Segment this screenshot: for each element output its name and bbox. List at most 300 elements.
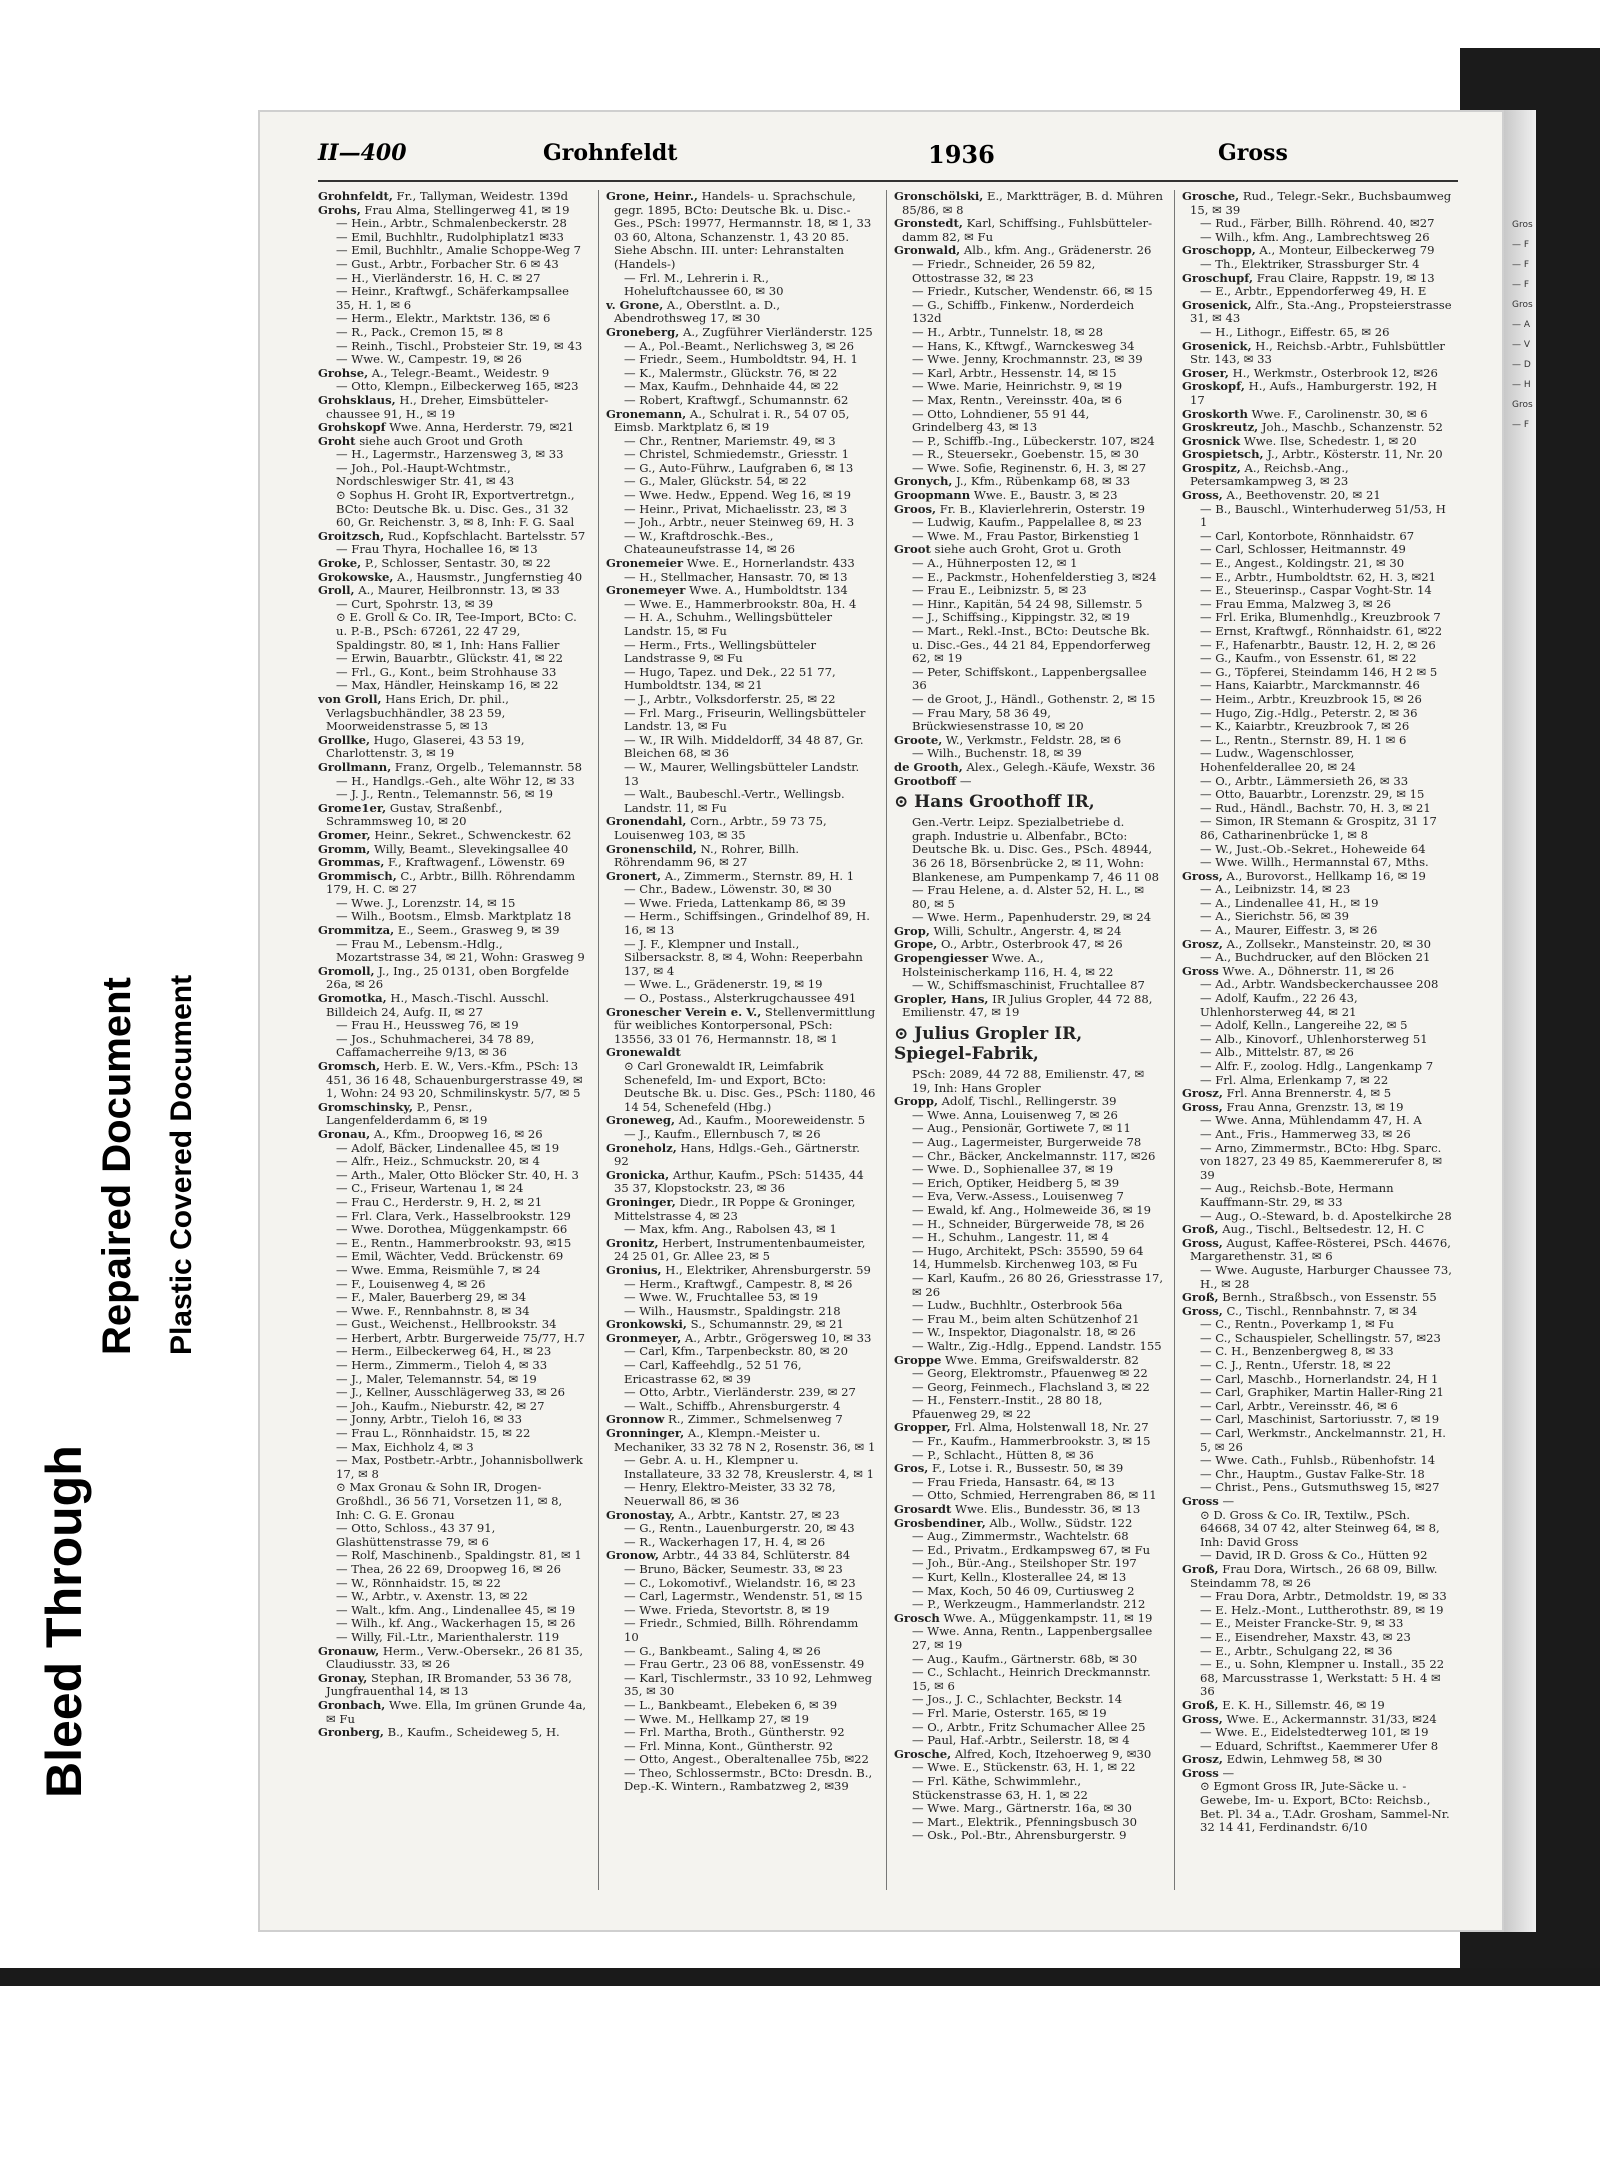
entry-surname: Gronescher Verein e. V., — [606, 1004, 762, 1019]
entry-details: — Reinh., Tischl., Probsteier Str. 19, ✉ 43 — [336, 338, 583, 353]
directory-entry — [1182, 1046, 1452, 1060]
directory-entry — [1182, 435, 1452, 449]
entry-details: Willi, Schultr., Angerstr. 4, ✉ 24 — [929, 923, 1122, 938]
entry-details: A., Zimmerm., Sternstr. 89, H. 1 — [661, 868, 855, 883]
directory-entry — [1182, 679, 1452, 693]
directory-entry — [318, 1413, 588, 1427]
entry-surname: Groß, — [1182, 1697, 1219, 1712]
entry-details: — A., Lindenallee 41, H., ✉ 19 — [1200, 895, 1379, 910]
entry-details: Franz, Orgelb., Telemannstr. 58 — [391, 759, 582, 774]
directory-entry — [1182, 693, 1452, 707]
entry-surname: Gross, — [1182, 488, 1223, 503]
entry-details: — R., Wackerhagen 17, H. 4, ✉ 26 — [624, 1534, 826, 1549]
entry-details: Ad., Kaufm., Mooreweidenstr. 5 — [675, 1113, 866, 1128]
entry-details: — H., Lithogr., Eiffestr. 65, ✉ 26 — [1200, 324, 1390, 339]
directory-entry — [894, 394, 1164, 408]
directory-entry — [318, 1019, 588, 1033]
entry-details: A., Arbtr., Grögersweg 10, ✉ 33 — [681, 1330, 872, 1345]
entry-details: — L., Bankbeamt., Elebeken 6, ✉ 39 — [624, 1697, 838, 1712]
entry-details: — — [1218, 1765, 1235, 1780]
directory-entry — [894, 761, 1164, 775]
entry-details: A., Telegr.-Beamt., Weidestr. 9 — [368, 365, 550, 380]
directory-entry — [1182, 625, 1452, 639]
directory-entry — [1182, 1780, 1452, 1834]
directory-entry — [894, 911, 1164, 925]
entry-surname: Grop, — [894, 923, 930, 938]
entry-details: Frau Claire, Rappstr. 19, ✉ 13 — [1253, 270, 1435, 285]
entry-details: — Wwe. W., Fruchtallee 53, ✉ 19 — [624, 1290, 818, 1305]
entry-surname: Grospitz, — [1182, 460, 1241, 475]
directory-entry — [318, 1250, 588, 1264]
entry-details: — Robert, Kraftwgf., Schumannstr. 62 — [624, 392, 849, 407]
directory-entry — [1182, 1454, 1452, 1468]
entry-details: Adolf, Tischl., Rellingerstr. 39 — [938, 1094, 1117, 1109]
entry-details: — Carl, Werkmstr., Anckelmannstr. 21, H. 5, ✉ 26 — [1200, 1426, 1446, 1454]
entry-details: — J., Schiffsing., Kippingstr. 32, ✉ 19 — [912, 610, 1130, 625]
entry-details: — Rud., Färber, Billh. Röhrend. 40, ✉27 — [1200, 216, 1435, 231]
directory-entry — [318, 367, 588, 381]
entry-surname: Gronenschild, — [606, 841, 697, 856]
entry-details: — W., Just.-Ob.-Sekret., Hoheweide 64 — [1200, 841, 1426, 856]
fragment-line: Gros — [1512, 300, 1533, 310]
entry-surname: Gronius, — [606, 1262, 662, 1277]
directory-entry — [894, 1571, 1164, 1585]
entry-details: — Adolf, Kelln., Langereihe 22, ✉ 5 — [1200, 1018, 1408, 1033]
entry-surname: de Grooth, — [894, 759, 963, 774]
directory-entry — [606, 1291, 876, 1305]
directory-entry — [318, 938, 588, 965]
entry-details: Wwe. A., Döhnerstr. 11, ✉ 26 — [1218, 963, 1395, 978]
entry-details: — Alfr. F., zoolog. Hdlg., Langenkamp 7 — [1200, 1059, 1434, 1073]
directory-entry — [894, 1367, 1164, 1381]
entry-details: Wwe. A., Müggenkampstr. 11, ✉ 19 — [939, 1610, 1153, 1625]
directory-page — [258, 110, 1504, 1932]
entry-details: — Willy, Fil.-Ltr., Marienthalerstr. 119 — [336, 1629, 560, 1644]
entry-details: — Hugo, Tapez. und Dek., 22 51 77, Humboldtstr. 134, ✉ 21 — [624, 664, 836, 693]
entry-details: R., Zimmer., Schmelsenweg 7 — [664, 1412, 843, 1427]
entry-details: A., Arbtr., Kantstr. 27, ✉ 23 — [674, 1507, 840, 1522]
directory-entry — [318, 1672, 588, 1699]
entry-details: — Otto, Schmied, Herrengraben 86, ✉ 11 — [912, 1488, 1157, 1503]
entry-details: — Karl, Tischlermstr., 33 10 92, Lehmweg 35, ✉ 30 — [624, 1670, 873, 1699]
entry-details: — Chr., Rentner, Mariemstr. 49, ✉ 3 — [624, 433, 836, 448]
directory-entry — [318, 1305, 588, 1319]
entry-details: — Wwe. Dorothea, Müggenkampstr. 66 — [336, 1222, 568, 1237]
directory-entry — [894, 1163, 1164, 1177]
entry-details: Hugo, Glaserei, 43 53 19, Charlottenstr. 3, ✉ 19 — [326, 732, 525, 761]
running-head-last-entry: Gross — [1218, 140, 1288, 166]
directory-entry — [318, 340, 588, 354]
directory-entry — [318, 1155, 588, 1169]
entry-details: Herb. E. W., Vers.-Kfm., PSch: 13 451, 36 16 48, Schauenburgerstrasse 49, ✉ 1, Wohn: 24 93 20, Schmilinskystr. 5/7, ✉ 5 — [326, 1059, 583, 1101]
directory-columns — [318, 190, 1468, 1890]
entry-details: — Wwe. Frieda, Stevortstr. 8, ✉ 19 — [624, 1602, 830, 1617]
entry-details: — B., Bauschl., Winterhuderweg 51/53, H 1 — [1200, 501, 1446, 530]
directory-entry — [318, 1169, 588, 1183]
directory-entry — [318, 1386, 588, 1400]
directory-entry — [318, 1604, 588, 1618]
scan-top-margin — [0, 0, 1600, 48]
directory-entry — [606, 639, 876, 666]
directory-entry — [1182, 611, 1452, 625]
entry-details: — Wwe. Anna, Louisenweg 7, ✉ 26 — [912, 1107, 1118, 1122]
entry-details: Wwe. Ilse, Schedestr. 1, ✉ 20 — [1240, 433, 1417, 448]
directory-entry — [318, 244, 588, 258]
entry-details: — Erich, Optiker, Heidberg 5, ✉ 39 — [912, 1175, 1120, 1190]
entry-surname: Gronmeyer, — [606, 1330, 682, 1345]
entry-details: — C. J., Rentn., Uferstr. 18, ✉ 22 — [1200, 1358, 1392, 1373]
entry-surname: Gros, — [894, 1461, 929, 1476]
entry-details: — Kurt, Kelln., Klosterallee 24, ✉ 13 — [912, 1570, 1127, 1584]
directory-entry — [318, 1060, 588, 1101]
entry-details: S., Schumannstr. 29, ✉ 21 — [686, 1317, 844, 1332]
directory-entry — [894, 462, 1164, 476]
directory-entry — [894, 625, 1164, 666]
entry-details: C., Tischl., Rennbahnstr. 7, ✉ 34 — [1222, 1303, 1418, 1318]
directory-entry — [1182, 639, 1452, 653]
entry-details: — Th., Elektriker, Strassburger Str. 4 — [1200, 256, 1420, 271]
entry-details: — Herm., Zimmerm., Tieloh 4, ✉ 33 — [336, 1358, 548, 1373]
entry-details: — Otto, Schloss., 43 37 91, Glashüttenstrasse 79, ✉ 6 — [336, 1521, 496, 1549]
entry-details: August, Kaffee-Rösterei, PSch. 44676, Margarethenstr. 31, ✉ 6 — [1190, 1235, 1451, 1264]
entry-details: J., Arbtr., Kösterstr. 11, Nr. 20 — [1263, 447, 1443, 462]
scan-bottom-band — [0, 1968, 1600, 1986]
directory-entry — [1182, 1345, 1452, 1359]
entry-details: — Friedr., Schmied, Billh. Röhrendamm 10 — [624, 1616, 859, 1644]
entry-details: — F., Maler, Bauerberg 29, ✉ 34 — [336, 1290, 527, 1305]
directory-entry — [1182, 1427, 1452, 1454]
directory-entry — [1182, 843, 1452, 857]
directory-entry — [318, 965, 588, 992]
directory-entry — [318, 679, 588, 693]
directory-entry — [606, 1400, 876, 1414]
entry-details: ⊙ D. Gross & Co. IR, Textilw., PSch. 64668, 34 07 42, alter Steinweg 64, ✉ 8, Inh: David Gross — [1200, 1507, 1440, 1549]
entry-details: Fr., Tallyman, Weidestr. 139d — [392, 190, 569, 203]
entry-details: — Carl, Kaffeehdlg., 52 51 76, Ericastrasse 62, ✉ 39 — [624, 1358, 802, 1386]
entry-details: — Ludw., Buchhltr., Osterbrook 56a — [912, 1298, 1123, 1313]
entry-details: B., Kaufm., Scheideweg 5, H. — [383, 1725, 560, 1740]
entry-surname: Groneweg, — [606, 1113, 676, 1128]
entry-details: — Friedr., Schneider, 26 59 82, Ottostrasse 32, ✉ 23 — [912, 256, 1096, 285]
directory-entry — [894, 598, 1164, 612]
directory-entry — [1182, 1359, 1452, 1373]
directory-entry — [1182, 217, 1452, 231]
fragment-line: — D — [1512, 360, 1531, 370]
entry-details: — O., Postass., Alsterkrugchaussee 491 — [624, 991, 857, 1006]
directory-entry — [1182, 489, 1452, 503]
page-year: 1936 — [928, 140, 995, 169]
directory-entry — [894, 489, 1164, 503]
directory-entry — [606, 190, 876, 272]
directory-entry — [606, 1114, 876, 1128]
directory-entry — [318, 421, 588, 435]
directory-entry — [894, 584, 1164, 598]
directory-entry — [1182, 1128, 1452, 1142]
entry-surname: Grosenick, — [1182, 297, 1252, 312]
directory-entry — [1182, 1699, 1452, 1713]
entry-details: — Aug., O.-Steward, b. d. Apostelkirche 28 — [1200, 1208, 1452, 1223]
entry-details: — Frau C., Herderstr. 9, H. 2, ✉ 21 — [336, 1194, 543, 1209]
directory-entry — [1182, 448, 1452, 462]
directory-entry — [606, 1481, 876, 1508]
entry-details: — Max, Rentn., Vereinsstr. 40a, ✉ 6 — [912, 392, 1122, 407]
entry-surname: Gross, — [1182, 1303, 1223, 1318]
directory-entry — [606, 1046, 876, 1060]
entry-surname: Gronnow — [606, 1412, 665, 1427]
entry-surname: Gropp, — [894, 1094, 938, 1109]
entry-surname: Gronauw, — [318, 1643, 380, 1658]
directory-entry — [606, 1427, 876, 1454]
entry-details: — G., Auto-Führw., Laufgraben 6, ✉ 13 — [624, 460, 854, 475]
directory-entry — [606, 1604, 876, 1618]
directory-entry — [894, 747, 1164, 761]
entry-details: — Wwe. Anna, Mühlendamm 47, H. A — [1200, 1113, 1422, 1128]
entry-details: Fr. B., Klavierlehrerin, Osterstr. 19 — [936, 501, 1145, 516]
directory-entry — [1182, 707, 1452, 721]
directory-entry — [894, 1122, 1164, 1136]
entry-details: — Frl. Martha, Broth., Güntherstr. 92 — [624, 1725, 845, 1740]
directory-entry — [894, 543, 1164, 557]
entry-details: — Frl. Minna, Kont., Güntherstr. 92 — [624, 1738, 833, 1753]
entry-details: Alfr., Sta.-Ang., Propsteierstrasse 31, ✉ 43 — [1190, 297, 1452, 326]
condition-labels — [0, 420, 250, 1798]
entry-surname: Gromm, — [318, 841, 371, 856]
entry-details: Wwe. Ella, Im grünen Grunde 4a, ✉ Fu — [326, 1697, 587, 1726]
entry-details: — Theo, Schlossermstr., BCto: Dresdn. B., Dep.-K. Wintern., Rambatzweg 2, ✉39 — [624, 1765, 873, 1794]
entry-details: Wwe. E., Hornerlandstr. 433 — [683, 556, 855, 571]
column-divider — [886, 190, 887, 1890]
directory-entry — [894, 1381, 1164, 1395]
directory-entry — [894, 1272, 1164, 1299]
directory-entry — [318, 1128, 588, 1142]
directory-entry — [318, 557, 588, 571]
entry-details: — Carl, Maschb., Hornerlandstr. 24, H 1 — [1200, 1371, 1439, 1386]
entry-details: — H. A., Schuhm., Wellingsbütteler Landstr. 15, ✉ Fu — [624, 610, 833, 638]
entry-details: Diedr., IR Poppe & Groninger, Mittelstrasse 4, ✉ 23 — [614, 1194, 856, 1223]
entry-surname: Grollmann, — [318, 759, 392, 774]
entry-details: — Wwe. Frieda, Lattenkamp 86, ✉ 39 — [624, 895, 846, 910]
entry-surname: Grohs, — [318, 202, 361, 217]
directory-entry — [318, 1223, 588, 1237]
directory-entry — [1182, 1114, 1452, 1128]
entry-details: — Frl. Alma, Erlenkamp 7, ✉ 22 — [1200, 1072, 1389, 1087]
entry-details: — Aug., Zimmermstr., Wachtelstr. 68 — [912, 1529, 1129, 1544]
directory-entry — [318, 1645, 588, 1672]
entry-details: — C., Rentn., Poverkamp 1, ✉ Fu — [1200, 1317, 1394, 1332]
entry-surname: Gronschölski, — [894, 190, 984, 203]
directory-entry — [606, 326, 876, 340]
directory-entry — [606, 1658, 876, 1672]
entry-details: Wwe. A., Holsteinischerkamp 116, H. 4, ✉ 22 — [902, 951, 1114, 979]
directory-entry — [894, 190, 1164, 217]
entry-details: — G., Schiffb., Finkenw., Norderdeich 132d — [912, 297, 1135, 326]
directory-entry — [1182, 1033, 1452, 1047]
directory-entry — [894, 1435, 1164, 1449]
entry-details: — Ludwig, Kaufm., Pappelallee 8, ✉ 23 — [912, 515, 1142, 530]
directory-entry — [318, 571, 588, 585]
entry-surname: Gromsch, — [318, 1059, 381, 1073]
entry-details: — W., Schiffsmaschinist, Fruchtallee 87 — [912, 978, 1145, 993]
entry-details: — Jos., Schuhmacherei, 34 78 89, Caffamacherreihe 9/13, ✉ 36 — [336, 1031, 535, 1060]
entry-details: — H., Handlgs.-Geh., alte Wöhr 12, ✉ 33 — [336, 773, 575, 788]
entry-details: — E., Rentn., Hammerbrookstr. 93, ✉15 — [336, 1235, 572, 1250]
entry-details: H., Werkmstr., Osterbrook 12, ✉26 — [1228, 365, 1438, 380]
entry-details: — Eduard, Schriftst., Kaemmerer Ufer 8 — [1200, 1738, 1439, 1753]
entry-surname: Grohnfeldt, — [318, 190, 393, 203]
entry-details: A., Monteur, Eilbeckerweg 79 — [1255, 243, 1435, 258]
entry-details: — K., Kaiarbtr., Kreuzbrook 7, ✉ 26 — [1200, 719, 1410, 734]
entry-details: — Rud., Händl., Bachstr. 70, H. 3, ✉ 21 — [1200, 800, 1431, 815]
entry-details: J., Ing., 25 0131, oben Borgfelde 26a, ✉ 26 — [326, 963, 569, 992]
directory-entry — [318, 870, 588, 897]
directory-entry — [606, 978, 876, 992]
entry-surname: Grosbendiner, — [894, 1515, 986, 1530]
entry-details: — W., Rönnhaidstr. 15, ✉ 22 — [336, 1575, 501, 1590]
directory-entry — [318, 1264, 588, 1278]
fragment-line: — F — [1512, 420, 1530, 430]
entry-details: — Gust., Weichenst., Hellbrookstr. 34 — [336, 1317, 557, 1332]
entry-details: — Joh., Kaufm., Nieburstr. 42, ✉ 27 — [336, 1398, 545, 1413]
entry-details: A., Maurer, Heilbronnstr. 13, ✉ 33 — [354, 583, 560, 598]
directory-entry — [606, 1645, 876, 1659]
directory-entry — [1182, 1590, 1452, 1604]
entry-details: Alfred, Koch, Itzehoerweg 9, ✉30 — [951, 1746, 1152, 1761]
directory-entry — [318, 1427, 588, 1441]
directory-entry — [1182, 1060, 1452, 1074]
entry-details: — Adolf, Bäcker, Lindenallee 45, ✉ 19 — [336, 1140, 560, 1155]
directory-entry — [318, 1101, 588, 1128]
entry-details: — Wilh., Bootsm., Elmsb. Marktplatz 18 — [336, 909, 572, 924]
directory-entry — [318, 543, 588, 557]
entry-details: W., Verkmstr., Feldstr. 28, ✉ 6 — [942, 732, 1122, 747]
directory-entry — [1182, 924, 1452, 938]
entry-surname: Grohsklaus, — [318, 392, 396, 407]
fragment-line: Gros — [1512, 220, 1533, 230]
entry-details: Frau Anna, Grenzstr. 13, ✉ 19 — [1222, 1099, 1404, 1114]
entry-details: Wwe. Anna, Herderstr. 79, ✉21 — [385, 420, 575, 435]
entry-details: — Jonny, Arbtr., Tieloh 16, ✉ 33 — [336, 1412, 522, 1427]
entry-details: — Walt., Baubeschl.-Vertr., Wellingsb. Landstr. 11, ✉ Fu — [624, 787, 845, 815]
directory-entry — [894, 666, 1164, 693]
directory-entry — [318, 598, 588, 612]
directory-entry — [318, 1210, 588, 1224]
entry-details: — Frau Gertr., 23 06 88, vonEssenstr. 49 — [624, 1657, 865, 1672]
directory-entry — [894, 1326, 1164, 1340]
entry-details: A., Kfm., Droopweg 16, ✉ 26 — [370, 1126, 543, 1141]
entry-details: — H., Arbtr., Tunnelstr. 18, ✉ 28 — [912, 324, 1103, 339]
entry-details: — Heinr., Privat, Michaelisstr. 23, ✉ 3 — [624, 501, 848, 516]
directory-entry — [1182, 244, 1452, 258]
entry-details: — Curt, Spohrstr. 13, ✉ 39 — [336, 596, 494, 611]
entry-surname: Groschopp, — [1182, 243, 1256, 258]
directory-entry — [1182, 1019, 1452, 1033]
directory-entry — [606, 503, 876, 517]
directory-entry — [318, 1237, 588, 1251]
entry-surname: Grosch — [894, 1610, 940, 1625]
directory-entry — [606, 1223, 876, 1237]
entry-details: — Osk., Pol.-Btr., Ahrensburgerstr. 9 — [912, 1828, 1127, 1843]
entry-details: — Simon, IR Stemann & Grospitz, 31 17 86, Catharinenbrücke 1, ✉ 8 — [1200, 814, 1437, 842]
directory-entry — [894, 1585, 1164, 1599]
entry-surname: Gronbach, — [318, 1697, 386, 1712]
directory-entry — [894, 1231, 1164, 1245]
entry-details: — C., Friseur, Wartenau 1, ✉ 24 — [336, 1181, 524, 1196]
directory-entry — [1182, 1631, 1452, 1645]
directory-entry — [894, 1204, 1164, 1218]
directory-entry — [1182, 503, 1452, 530]
column-3 — [894, 190, 1164, 1890]
directory-entry — [1182, 421, 1452, 435]
directory-entry — [894, 1816, 1164, 1830]
directory-entry — [318, 856, 588, 870]
entry-surname: Grommas, — [318, 855, 385, 870]
directory-entry — [1182, 1549, 1452, 1563]
directory-entry — [606, 707, 876, 734]
entry-details: Rud., Kopfschlacht. Bartelsstr. 57 — [384, 528, 586, 543]
entry-details: — Waltr., Zig.-Hdlg., Eppend. Landstr. 155 — [912, 1338, 1162, 1353]
entry-details: — P., Schlacht., Hütten 8, ✉ 36 — [912, 1447, 1094, 1462]
directory-entry — [1182, 462, 1452, 489]
directory-entry — [318, 924, 588, 938]
entry-details: — H., Schneider, Bürgerweide 78, ✉ 26 — [912, 1216, 1145, 1231]
directory-entry — [894, 1612, 1164, 1626]
directory-entry — [318, 1359, 588, 1373]
directory-entry — [894, 1421, 1164, 1435]
running-head-first-entry: Grohnfeldt — [543, 140, 678, 166]
directory-entry — [318, 258, 588, 272]
entry-details: — Ewald, kf. Ang., Holmeweide 36, ✉ 19 — [912, 1202, 1152, 1217]
directory-entry — [318, 231, 588, 245]
entry-surname: Gronay, — [318, 1670, 368, 1685]
directory-entry — [894, 258, 1164, 285]
directory-entry — [894, 326, 1164, 340]
entry-details: ⊙ Carl Gronewaldt IR, Leimfabrik Schenefeld, Im- und Export, BCto: Deutsche Bk. u. Disc. Ges., PSch: 1180, 46 14 54, Schenefeld (Hbg.) — [624, 1059, 876, 1114]
entry-details: — A., Sierichstr. 56, ✉ 39 — [1200, 909, 1349, 924]
directory-entry — [1182, 965, 1452, 979]
directory-entry — [318, 829, 588, 843]
directory-entry — [606, 1454, 876, 1481]
entry-details: ⊙ Egmont Gross IR, Jute-Säcke u. -Gewebe, Im- u. Export, BCto: Reichsb., Bet. Pl. 34 a., T.Adr. Grosham, Sammel-Nr. 32 14 41, Ferdinandstr. 6/10 — [1200, 1779, 1450, 1835]
directory-entry — [894, 1449, 1164, 1463]
entry-details: Arthur, Kaufm., PSch: 51435, 44 35 37, Klopstockstr. 23, ✉ 36 — [614, 1167, 864, 1196]
entry-surname: Gronwald, — [894, 243, 961, 258]
entry-surname: Groß, — [1182, 1222, 1219, 1237]
entry-details: — David, IR D. Gross & Co., Hütten 92 — [1200, 1548, 1428, 1563]
directory-entry — [894, 244, 1164, 258]
entry-details: — Walt., kfm. Ang., Lindenallee 45, ✉ 19 — [336, 1602, 576, 1617]
directory-entry — [606, 1359, 876, 1386]
entry-details: — Joh., Pol.-Haupt-Wchtmstr., Nordschleswiger Str. 41, ✉ 43 — [336, 460, 515, 489]
directory-entry — [606, 1196, 876, 1223]
entry-details: — Eva, Verw.-Assess., Louisenweg 7 — [912, 1189, 1124, 1204]
directory-entry — [318, 204, 588, 218]
directory-entry — [894, 938, 1164, 952]
entry-details: — O., Arbtr., Lämmersieth 26, ✉ 33 — [1200, 773, 1409, 788]
directory-entry — [606, 1590, 876, 1604]
directory-entry — [318, 394, 588, 421]
directory-entry — [318, 1590, 588, 1604]
directory-entry — [606, 367, 876, 381]
directory-entry — [1182, 992, 1452, 1019]
directory-entry — [894, 1150, 1164, 1164]
directory-entry — [318, 217, 588, 231]
directory-entry — [1182, 1413, 1452, 1427]
directory-entry — [318, 1400, 588, 1414]
directory-entry — [1182, 1658, 1452, 1699]
entry-details: — Otto, Lohndiener, 55 91 44, Grindelberg 43, ✉ 13 — [912, 406, 1090, 435]
entry-details: F., Kraftwagenf., Löwenstr. 69 — [384, 855, 565, 870]
entry-surname: Gropper, — [894, 1420, 951, 1435]
